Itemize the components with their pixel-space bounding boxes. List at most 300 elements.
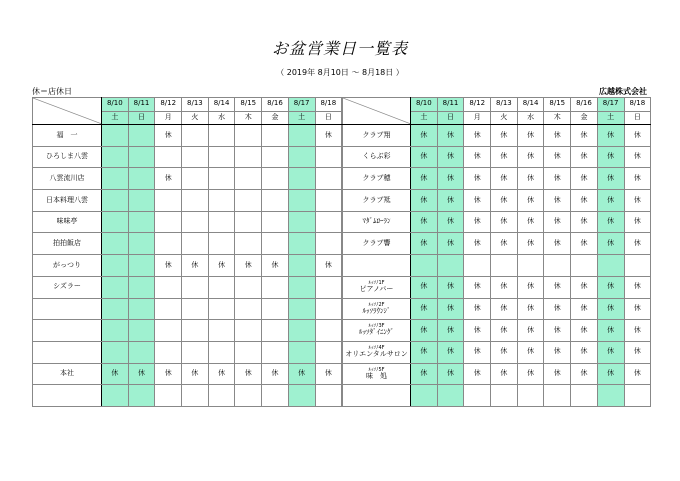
table-row: [343, 255, 651, 277]
day-cell: [288, 233, 315, 255]
weekday-header: 火: [491, 111, 518, 125]
day-cell: 休: [571, 146, 598, 168]
day-cell: [155, 233, 182, 255]
table-row: [33, 168, 342, 190]
day-cell: 休: [544, 125, 571, 147]
day-cell: 休: [411, 298, 438, 320]
day-cell: [128, 341, 155, 363]
store-name: がっつり: [33, 255, 102, 277]
day-cell: 休: [597, 125, 624, 147]
table-row: [33, 211, 342, 233]
day-cell: [437, 255, 464, 277]
day-cell: [315, 320, 342, 342]
day-cell: 休: [437, 276, 464, 298]
day-cell: 休: [155, 125, 182, 147]
day-cell: [182, 385, 209, 407]
day-cell: [128, 125, 155, 147]
day-cell: 休: [491, 298, 518, 320]
store-name: 日本料理八雲: [33, 190, 102, 212]
day-cell: [235, 320, 262, 342]
store-name: [33, 320, 102, 342]
day-cell: 休: [464, 276, 491, 298]
day-cell: [102, 233, 129, 255]
store-name: [343, 255, 411, 277]
day-cell: [571, 385, 598, 407]
day-cell: [262, 146, 289, 168]
table-row: [343, 385, 651, 407]
day-cell: 休: [491, 190, 518, 212]
table-row: [343, 276, 651, 298]
store-name: [33, 298, 102, 320]
day-cell: 休: [624, 125, 651, 147]
store-name: クラブ穂: [343, 168, 411, 190]
day-cell: [182, 190, 209, 212]
store-name: くらぶ彩: [343, 146, 411, 168]
store-name: [343, 320, 411, 342]
day-cell: [182, 276, 209, 298]
day-cell: [464, 385, 491, 407]
day-cell: 休: [411, 211, 438, 233]
store-floor: ﾙｯｿﾉ3F: [368, 323, 385, 330]
day-cell: 休: [571, 168, 598, 190]
day-cell: [262, 320, 289, 342]
store-name: 本社: [33, 363, 102, 385]
day-cell: [102, 146, 129, 168]
day-cell: [315, 298, 342, 320]
day-cell: [517, 385, 544, 407]
day-cell: [262, 125, 289, 147]
day-cell: [235, 385, 262, 407]
store-name: [343, 298, 411, 320]
day-cell: 休: [411, 341, 438, 363]
day-cell: 休: [624, 211, 651, 233]
day-cell: 休: [437, 341, 464, 363]
day-cell: 休: [571, 363, 598, 385]
day-cell: 休: [597, 320, 624, 342]
weekday-header: 日: [315, 111, 342, 125]
store-label: ﾙｯｿﾀﾞｲﾆﾝｸﾞ: [359, 328, 394, 337]
day-cell: [262, 233, 289, 255]
day-cell: 休: [235, 255, 262, 277]
weekday-header: 日: [437, 111, 464, 125]
day-cell: 休: [624, 341, 651, 363]
day-cell: [155, 190, 182, 212]
store-name: [33, 385, 102, 407]
day-cell: [235, 341, 262, 363]
table-row: [343, 146, 651, 168]
table-row: [33, 125, 342, 147]
day-cell: [208, 168, 235, 190]
day-cell: 休: [437, 125, 464, 147]
day-cell: 休: [464, 211, 491, 233]
date-range: （ 2019年 8月10日 ～ 8月18日 ）: [276, 68, 404, 77]
table-row: [33, 276, 342, 298]
day-cell: [288, 211, 315, 233]
legend: 休＝店休日: [32, 87, 72, 96]
store-label: ﾙｯｿﾗｳﾝｼﾞ: [362, 306, 391, 315]
day-cell: 休: [517, 276, 544, 298]
day-cell: 休: [262, 255, 289, 277]
table-row: [33, 385, 342, 407]
day-cell: 休: [464, 125, 491, 147]
day-cell: [544, 255, 571, 277]
day-cell: [235, 233, 262, 255]
day-cell: [262, 385, 289, 407]
day-cell: 休: [571, 233, 598, 255]
day-cell: [288, 276, 315, 298]
day-cell: [128, 233, 155, 255]
weekday-header: 木: [544, 111, 571, 125]
day-cell: 休: [517, 125, 544, 147]
day-cell: 休: [571, 125, 598, 147]
day-cell: 休: [155, 255, 182, 277]
day-cell: [102, 320, 129, 342]
day-cell: [182, 233, 209, 255]
day-cell: [208, 211, 235, 233]
day-cell: 休: [544, 363, 571, 385]
store-name: 八雲流川店: [33, 168, 102, 190]
day-cell: 休: [315, 363, 342, 385]
day-cell: 休: [517, 363, 544, 385]
day-cell: 休: [315, 255, 342, 277]
day-cell: [315, 146, 342, 168]
day-cell: [208, 190, 235, 212]
day-cell: [464, 255, 491, 277]
day-cell: [155, 211, 182, 233]
day-cell: [208, 385, 235, 407]
store-name: [343, 385, 411, 407]
day-cell: 休: [517, 341, 544, 363]
table-row: [33, 363, 342, 385]
day-cell: 休: [597, 233, 624, 255]
day-cell: [597, 385, 624, 407]
day-cell: 休: [437, 298, 464, 320]
store-name: ひろしま八雲: [33, 146, 102, 168]
day-cell: [128, 255, 155, 277]
date-header: 8/15: [235, 98, 262, 112]
day-cell: [102, 298, 129, 320]
day-cell: 休: [208, 255, 235, 277]
date-header: 8/17: [597, 98, 624, 112]
day-cell: 休: [102, 363, 129, 385]
table-row: [33, 320, 342, 342]
weekday-header: 火: [182, 111, 209, 125]
day-cell: 休: [491, 320, 518, 342]
day-cell: [102, 276, 129, 298]
day-cell: [182, 341, 209, 363]
date-header: 8/14: [517, 98, 544, 112]
day-cell: 休: [491, 341, 518, 363]
table-row: [33, 190, 342, 212]
date-header: 8/13: [182, 98, 209, 112]
day-cell: 休: [544, 320, 571, 342]
day-cell: 休: [491, 211, 518, 233]
weekday-header: 土: [102, 111, 129, 125]
day-cell: [544, 385, 571, 407]
store-label: ピアノバー: [359, 284, 394, 293]
store-label: オリエンタルサロン: [345, 349, 408, 358]
store-floor: ﾙｯｿﾉ4F: [368, 344, 385, 351]
day-cell: 休: [571, 211, 598, 233]
day-cell: 休: [411, 190, 438, 212]
store-floor: ﾙｯｿﾉ1F: [368, 279, 385, 286]
day-cell: [128, 385, 155, 407]
day-cell: [182, 320, 209, 342]
day-cell: [128, 146, 155, 168]
day-cell: 休: [597, 298, 624, 320]
day-cell: [128, 168, 155, 190]
date-header: 8/13: [491, 98, 518, 112]
day-cell: 休: [411, 125, 438, 147]
day-cell: 休: [155, 363, 182, 385]
day-cell: 休: [571, 320, 598, 342]
date-header: 8/14: [208, 98, 235, 112]
day-cell: 休: [437, 363, 464, 385]
day-cell: [208, 341, 235, 363]
table-row: [343, 211, 651, 233]
store-name: [343, 363, 411, 385]
diagonal-line: [33, 98, 102, 124]
weekday-header: 月: [464, 111, 491, 125]
day-cell: 休: [597, 276, 624, 298]
table-row: [343, 320, 651, 342]
day-cell: 休: [571, 190, 598, 212]
day-cell: 休: [597, 341, 624, 363]
day-cell: 休: [624, 276, 651, 298]
day-cell: [597, 255, 624, 277]
day-cell: [208, 125, 235, 147]
day-cell: [155, 276, 182, 298]
weekday-header: 水: [517, 111, 544, 125]
day-cell: [315, 211, 342, 233]
day-cell: 休: [437, 146, 464, 168]
day-cell: 休: [262, 363, 289, 385]
store-name: 福 一: [33, 125, 102, 147]
day-cell: 休: [571, 298, 598, 320]
day-cell: [102, 385, 129, 407]
day-cell: [288, 341, 315, 363]
day-cell: [262, 211, 289, 233]
day-cell: 休: [464, 146, 491, 168]
day-cell: 休: [464, 341, 491, 363]
day-cell: 休: [624, 298, 651, 320]
day-cell: [102, 168, 129, 190]
weekday-header: 日: [624, 111, 651, 125]
day-cell: 休: [155, 168, 182, 190]
weekday-header: 日: [128, 111, 155, 125]
day-cell: [491, 385, 518, 407]
store-name: シズラー: [33, 276, 102, 298]
day-cell: [437, 385, 464, 407]
day-cell: [571, 255, 598, 277]
day-cell: 休: [624, 363, 651, 385]
left-schedule-table: [32, 97, 342, 407]
day-cell: [155, 341, 182, 363]
date-header: 8/17: [288, 98, 315, 112]
weekday-header: 土: [288, 111, 315, 125]
store-name: [343, 276, 411, 298]
day-cell: 休: [544, 276, 571, 298]
table-row: [33, 233, 342, 255]
day-cell: [235, 146, 262, 168]
day-cell: [315, 341, 342, 363]
day-cell: [128, 320, 155, 342]
day-cell: 休: [411, 233, 438, 255]
day-cell: [288, 146, 315, 168]
day-cell: [182, 125, 209, 147]
day-cell: [208, 233, 235, 255]
day-cell: [208, 320, 235, 342]
day-cell: 休: [182, 363, 209, 385]
table-row: [343, 190, 651, 212]
weekday-header: 金: [571, 111, 598, 125]
day-cell: [288, 255, 315, 277]
day-cell: [102, 125, 129, 147]
day-cell: 休: [464, 190, 491, 212]
store-name: 拍拍飯店: [33, 233, 102, 255]
day-cell: 休: [597, 168, 624, 190]
day-cell: [517, 255, 544, 277]
diagonal-line: [343, 98, 411, 124]
day-cell: 休: [624, 320, 651, 342]
store-name: 味味亭: [33, 211, 102, 233]
store-floor: ﾙｯｿﾉ5F: [368, 366, 385, 373]
date-header: 8/10: [102, 98, 129, 112]
company-name: 広越株式会社: [599, 87, 647, 96]
day-cell: 休: [624, 146, 651, 168]
day-cell: [288, 298, 315, 320]
page-title: お盆営業日一覧表: [271, 39, 408, 58]
day-cell: [128, 276, 155, 298]
day-cell: 休: [571, 341, 598, 363]
day-cell: [235, 168, 262, 190]
day-cell: [288, 190, 315, 212]
day-cell: [624, 255, 651, 277]
day-cell: 休: [597, 146, 624, 168]
table-row: [343, 125, 651, 147]
day-cell: 休: [491, 168, 518, 190]
table-row: [343, 233, 651, 255]
day-cell: 休: [544, 190, 571, 212]
store-floor: ﾙｯｿﾉ2F: [368, 301, 385, 308]
day-cell: 休: [182, 255, 209, 277]
store-label: 味 処: [366, 371, 387, 380]
day-cell: [235, 211, 262, 233]
day-cell: [288, 385, 315, 407]
day-cell: 休: [491, 363, 518, 385]
date-header: 8/12: [464, 98, 491, 112]
header-corner: [343, 98, 411, 125]
day-cell: 休: [464, 168, 491, 190]
day-cell: 休: [544, 341, 571, 363]
day-cell: 休: [411, 146, 438, 168]
day-cell: 休: [288, 363, 315, 385]
day-cell: 休: [208, 363, 235, 385]
day-cell: 休: [491, 233, 518, 255]
day-cell: 休: [517, 168, 544, 190]
day-cell: 休: [437, 190, 464, 212]
day-cell: 休: [315, 125, 342, 147]
weekday-header: 月: [155, 111, 182, 125]
day-cell: [288, 125, 315, 147]
table-row: [343, 341, 651, 363]
day-cell: [315, 168, 342, 190]
day-cell: 休: [544, 211, 571, 233]
day-cell: 休: [437, 168, 464, 190]
day-cell: [155, 320, 182, 342]
date-header: 8/16: [262, 98, 289, 112]
day-cell: 休: [411, 320, 438, 342]
day-cell: [315, 190, 342, 212]
day-cell: [128, 298, 155, 320]
day-cell: [262, 190, 289, 212]
day-cell: 休: [624, 190, 651, 212]
day-cell: 休: [597, 211, 624, 233]
day-cell: 休: [544, 298, 571, 320]
day-cell: 休: [411, 363, 438, 385]
day-cell: 休: [517, 211, 544, 233]
day-cell: [315, 385, 342, 407]
day-cell: 休: [437, 320, 464, 342]
date-header: 8/16: [571, 98, 598, 112]
day-cell: 休: [464, 233, 491, 255]
day-cell: [182, 211, 209, 233]
day-cell: 休: [491, 125, 518, 147]
table-row: [33, 146, 342, 168]
day-cell: [288, 168, 315, 190]
day-cell: 休: [517, 190, 544, 212]
day-cell: [235, 276, 262, 298]
day-cell: [182, 168, 209, 190]
date-header: 8/15: [544, 98, 571, 112]
table-row: [343, 363, 651, 385]
day-cell: 休: [128, 363, 155, 385]
day-cell: [624, 385, 651, 407]
day-cell: 休: [464, 363, 491, 385]
day-cell: 休: [464, 298, 491, 320]
day-cell: 休: [491, 276, 518, 298]
weekday-header: 金: [262, 111, 289, 125]
day-cell: 休: [571, 276, 598, 298]
day-cell: 休: [491, 146, 518, 168]
day-cell: 休: [624, 168, 651, 190]
day-cell: [182, 146, 209, 168]
table-row: [33, 255, 342, 277]
day-cell: [491, 255, 518, 277]
weekday-header: 水: [208, 111, 235, 125]
day-cell: [208, 298, 235, 320]
day-cell: 休: [544, 146, 571, 168]
day-cell: 休: [544, 233, 571, 255]
date-header: 8/18: [624, 98, 651, 112]
store-name: ﾏﾀﾞﾑﾛｰﾗﾝ: [343, 211, 411, 233]
table-row: [343, 168, 651, 190]
day-cell: [102, 255, 129, 277]
day-cell: [235, 298, 262, 320]
weekday-header: 土: [597, 111, 624, 125]
day-cell: [262, 276, 289, 298]
date-header: 8/12: [155, 98, 182, 112]
day-cell: 休: [517, 146, 544, 168]
day-cell: [288, 320, 315, 342]
day-cell: 休: [517, 233, 544, 255]
day-cell: [262, 298, 289, 320]
day-cell: 休: [437, 211, 464, 233]
day-cell: 休: [517, 320, 544, 342]
day-cell: [208, 146, 235, 168]
day-cell: 休: [544, 168, 571, 190]
day-cell: [411, 385, 438, 407]
